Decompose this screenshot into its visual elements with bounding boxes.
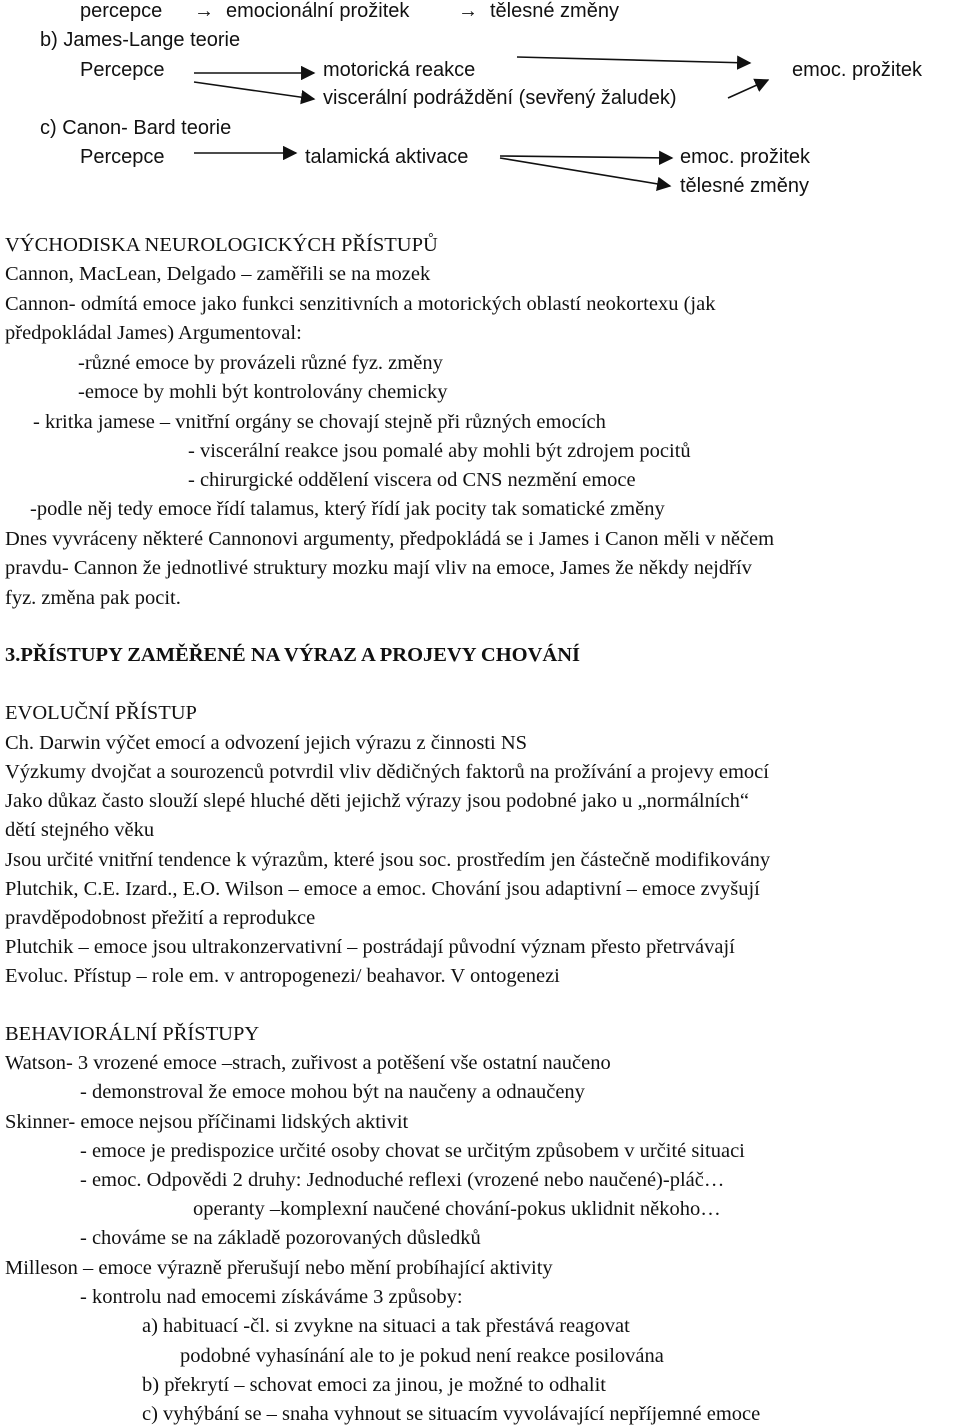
behav-line-10: a) habituací -čl. si zvykne na situaci a tak přestává reagovat (142, 1315, 630, 1337)
behav-line-13: c) vyhýbání se – snaha vyhnout se situacím vyvolávající nepříjemné emoce (142, 1403, 761, 1425)
canon-emoc-prozitek: emoc. prožitek (680, 146, 811, 168)
neuro-line-2: Cannon- odmítá emoce jako funkci senzitivních a motorických oblastí neokortexu (jak (5, 293, 716, 315)
behav-line-5: - emoc. Odpovědi 2 druhy: Jednoduché reflexi (vrozené nebo naučené)-pláč… (80, 1169, 725, 1191)
chain-telesne-zmeny: tělesné změny (490, 0, 619, 22)
theory-arrows (0, 0, 960, 220)
behav-line-3: Skinner- emoce nejsou příčinami lidských aktivit (5, 1111, 409, 1133)
neuro-line-6: - kritka jamese – vnitřní orgány se chovají stejně při různých emocích (33, 411, 606, 433)
evol-line-5: Jsou určité vnitřní tendence k výrazům, které jsou soc. prostředím jen částečně modifikovány (5, 849, 771, 871)
behav-line-9: - kontrolu nad emocemi získáváme 3 způsoby: (80, 1286, 463, 1308)
section-3-heading: 3.PŘÍSTUPY ZAMĚŘENÉ NA VÝRAZ A PROJEVY CHOVÁNÍ (5, 644, 581, 666)
chain-arrow-2: → (458, 0, 478, 22)
james-percepce: Percepce (80, 59, 165, 81)
canon-talamicka-aktivace: talamická aktivace (305, 146, 469, 168)
evol-line-1: Ch. Darwin výčet emocí a odvození jejich výrazu z činnosti NS (5, 732, 528, 754)
neuro-line-3: předpokládal James) Argumentoval: (5, 322, 302, 344)
evol-line-4: dětí stejného věku (5, 819, 155, 841)
arrow-visceralni-emoc (728, 80, 768, 98)
evol-heading: EVOLUČNÍ PŘÍSTUP (5, 702, 197, 724)
neuro-line-10: Dnes vyvráceny některé Cannonovi argumenty, předpokládá se i James i Canon měli v něčem (5, 528, 775, 550)
chain-percepce: percepce (80, 0, 163, 22)
canon-percepce: Percepce (80, 146, 165, 168)
arrow-percepce-visceralni (194, 82, 314, 99)
james-visceralni-podrazdeni: viscerální podráždění (sevřený žaludek) (323, 87, 677, 109)
evol-line-7: pravděpodobnost přežití a reprodukce (5, 907, 316, 929)
evol-line-2: Výzkumy dvojčat a sourozenců potvrdil vliv dědičných faktorů na prožívání a projevy emocí (5, 761, 769, 783)
evol-line-9: Evoluc. Přístup – role em. v antropogenezi/ beahavor. V ontogenezi (5, 965, 560, 987)
chain-emocionalni-prozitek: emocionální prožitek (226, 0, 410, 22)
neuro-line-8: - chirurgické oddělení viscera od CNS nezmění emoce (188, 469, 636, 491)
arrow-talamicka-telesne (500, 158, 670, 186)
canon-telesne-zmeny: tělesné změny (680, 175, 809, 197)
neuro-heading: VÝCHODISKA NEUROLOGICKÝCH PŘÍSTUPŮ (5, 234, 438, 256)
neuro-line-5: -emoce by mohli být kontrolovány chemicky (78, 381, 448, 403)
behav-line-4: - emoce je predispozice určité osoby chovat se určitým způsobem v určité situaci (80, 1140, 745, 1162)
behav-line-2: - demonstroval že emoce mohou být na naučeny a odnaučeny (80, 1081, 585, 1103)
chain-arrow-1: → (194, 0, 214, 22)
neuro-line-7: - viscerální reakce jsou pomalé aby mohli být zdrojem pocitů (188, 440, 691, 462)
neuro-line-9: -podle něj tedy emoce řídí talamus, který řídí jak pocity tak somatické změny (30, 498, 665, 520)
james-emoc-prozitek: emoc. prožitek (792, 59, 923, 81)
behav-line-7: - chováme se na základě pozorovaných důsledků (80, 1227, 481, 1249)
behav-heading: BEHAVIORÁLNÍ PŘÍSTUPY (5, 1023, 260, 1045)
arrow-talamicka-emoc (500, 156, 672, 158)
behav-line-6: operanty –komplexní naučené chování-pokus uklidnit někoho… (193, 1198, 721, 1220)
evol-line-8: Plutchik – emoce jsou ultrakonzervativní – postrádají původní význam přesto přetrvávají (5, 936, 735, 958)
neuro-line-11: pravdu- Cannon že jednotlivé struktury mozku mají vliv na emoce, James že někdy nejdřív (5, 557, 752, 579)
neuro-line-4: -různé emoce by provázeli různé fyz. změny (78, 352, 443, 374)
neuro-line-1: Cannon, MacLean, Delgado – zaměřili se na mozek (5, 263, 431, 285)
evol-line-6: Plutchik, C.E. Izard., E.O. Wilson – emoce a emoc. Chování jsou adaptivní – emoce zvyšují (5, 878, 760, 900)
behav-line-12: b) překrytí – schovat emoci za jinou, je možné to odhalit (142, 1374, 606, 1396)
arrow-motoricka-emoc (517, 57, 750, 63)
neuro-line-12: fyz. změna pak pocit. (5, 587, 181, 609)
james-motoricka-reakce: motorická reakce (323, 59, 476, 81)
canon-bard-heading: c) Canon- Bard teorie (40, 117, 232, 139)
evol-line-3: Jako důkaz často slouží slepé hluché děti jejichž výrazy jsou podobné jako u „normálních“ (5, 790, 750, 812)
behav-line-8: Milleson – emoce výrazně přerušují nebo mění probíhající aktivity (5, 1257, 553, 1279)
behav-line-1: Watson- 3 vrozené emoce –strach, zuřivost a potěšení vše ostatní naučeno (5, 1052, 611, 1074)
james-lange-heading: b) James-Lange teorie (40, 29, 241, 51)
behav-line-11: podobné vyhasínání ale to je pokud není reakce posilována (180, 1345, 664, 1367)
